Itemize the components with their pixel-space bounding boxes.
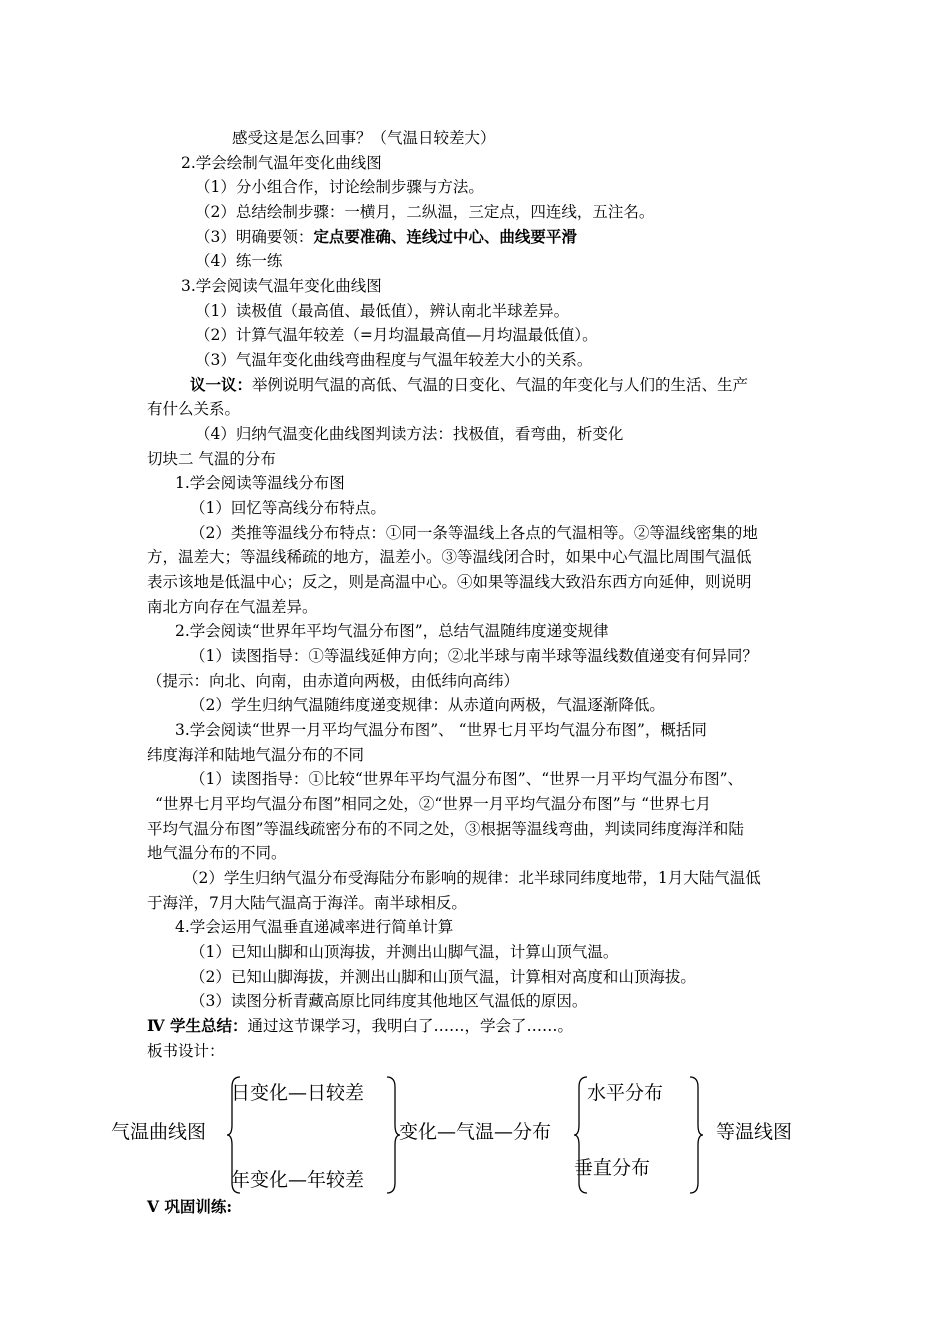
- text-line: （1）读图指导：①比较“世界年平均气温分布图”、“世界一月平均气温分布图”、: [190, 770, 744, 788]
- text-line: 表示该地是低温中心；反之，则是高温中心。④如果等温线大致沿东西方向延伸，则说明: [147, 573, 752, 591]
- text-line: （1）已知山脚和山顶海拔，并测出山脚气温，计算山顶气温。: [190, 943, 619, 961]
- text-line: 地气温分布的不同。: [147, 844, 287, 862]
- section-heading: 1.学会阅读等温线分布图: [175, 474, 345, 492]
- bold-text: Ⅳ 学生总结：: [147, 1016, 248, 1035]
- bold-text: 议一议：: [190, 375, 253, 394]
- text-segment: 通过这节课学习，我明白了……，学会了……。: [247, 1017, 574, 1035]
- board-right-label: 等温线图: [716, 1121, 793, 1143]
- text-line: （4）归纳气温变化曲线图判读方法：找极值，看弯曲，析变化: [195, 425, 624, 443]
- section-heading: Ⅴ 巩固训练:: [147, 1197, 233, 1216]
- text-line: 纬度海洋和陆地气温分布的不同: [147, 746, 365, 764]
- right-close-brace: [688, 1075, 704, 1195]
- section-heading: 2.学会阅读“世界年平均气温分布图”，总结气温随纬度递变规律: [175, 622, 609, 640]
- text-line: “世界七月平均气温分布图”相同之处，②“世界一月平均气温分布图”与 “世界七月: [155, 795, 712, 813]
- text-line: （2）学生归纳气温分布受海陆分布影响的规律：北半球同纬度地带，1月大陆气温低: [183, 869, 761, 887]
- text-line: （1）读极值（最高值、最低值），辨认南北半球差异。: [195, 302, 570, 320]
- board-middle: 变化—气温—分布: [399, 1121, 552, 1143]
- text-line: 板书设计：: [147, 1042, 225, 1060]
- text-segment: （3）明确要领：: [195, 228, 314, 246]
- text-line: 感受这是怎么回事？（气温日较差大）: [232, 129, 496, 147]
- section-heading: 4.学会运用气温垂直递减率进行简单计算: [175, 918, 454, 936]
- text-line: 平均气温分布图”等温线疏密分布的不同之处，③根据等温线弯曲，判读同纬度海洋和陆: [147, 820, 744, 838]
- bold-text: 定点要准确、连线过中心、曲线要平滑: [313, 227, 577, 246]
- text-line: 南北方向存在气温差异。: [147, 598, 318, 616]
- section-heading: 切块二 气温的分布: [147, 450, 276, 468]
- text-line: 有什么关系。: [147, 400, 241, 418]
- board-top-left: 日变化—日较差: [231, 1082, 365, 1104]
- text-line: （3）读图分析青藏高原比同纬度其他地区气温低的原因。: [190, 992, 588, 1010]
- section-heading: 2.学会绘制气温年变化曲线图: [181, 154, 382, 172]
- board-bottom-right: 垂直分布: [574, 1157, 651, 1179]
- text-line: （2）类推等温线分布特点：①同一条等温线上各点的气温相等。②等温线密集的地: [190, 524, 758, 542]
- text-line: （2）总结绘制步骤：一横月，二纵温，三定点，四连线，五注名。: [195, 203, 655, 221]
- section-heading: 3.学会阅读气温年变化曲线图: [181, 277, 382, 295]
- text-line: [190, 375, 748, 395]
- text-line: 于海洋，7月大陆气温高于海洋。南半球相反。: [147, 894, 467, 912]
- text-line: （2）学生归纳气温随纬度递变规律：从赤道向两极，气温逐渐降低。: [190, 696, 665, 714]
- text-line: （4）练一练: [195, 252, 283, 270]
- board-left-label: 气温曲线图: [111, 1121, 207, 1143]
- text-line: （1）读图指导：①等温线延伸方向；②北半球与南半球等温线数值递变有何异同？: [190, 647, 758, 665]
- text-line: （提示：向北、向南，由赤道向两极，由低纬向高纬）: [147, 672, 520, 690]
- text-line: [195, 227, 577, 247]
- section-heading: 3.学会阅读“世界一月平均气温分布图”、 “世界七月平均气温分布图”，概括同: [175, 721, 707, 739]
- text-segment: 举例说明气温的高低、气温的日变化、气温的年变化与人们的生活、生产: [252, 376, 749, 394]
- board-top-right: 水平分布: [587, 1082, 664, 1104]
- text-line: （3）气温年变化曲线弯曲程度与气温年较差大小的关系。: [195, 351, 593, 369]
- text-line: （2）计算气温年较差（=月均温最高值—月均温最低值）。: [195, 326, 598, 344]
- text-line: （1）分小组合作，讨论绘制步骤与方法。: [195, 178, 484, 196]
- text-line: [147, 1016, 573, 1036]
- text-line: （1）回忆等高线分布特点。: [190, 499, 386, 517]
- text-line: （2）已知山脚海拔，并测出山脚和山顶气温，计算相对高度和山顶海拔。: [190, 968, 696, 986]
- text-line: 方，温差大；等温线稀疏的地方，温差小。③等温线闭合时，如果中心气温比周围气温低: [147, 548, 752, 566]
- board-bottom-left: 年变化—年较差: [231, 1169, 365, 1191]
